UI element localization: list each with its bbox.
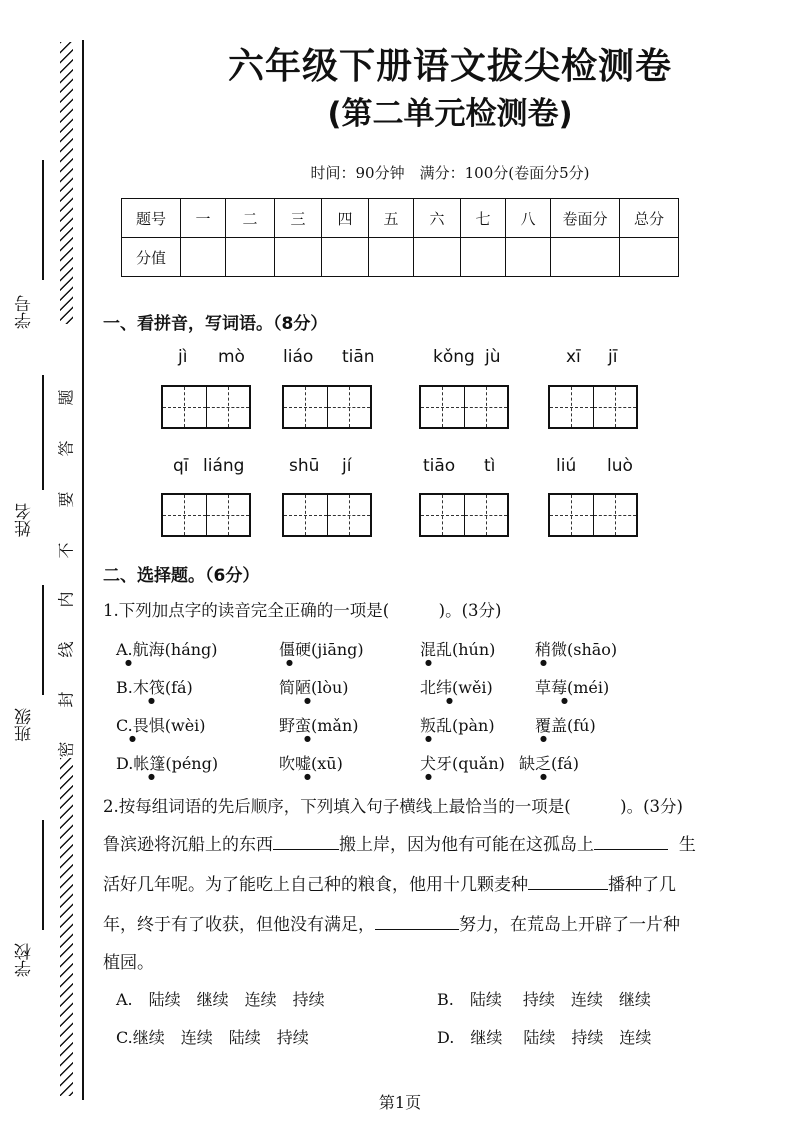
option-text: 叛乱(pàn) bbox=[420, 716, 495, 735]
score-table bbox=[121, 198, 679, 277]
pinyin: jī bbox=[608, 347, 618, 367]
name-line bbox=[42, 375, 44, 490]
seal-char: 线 bbox=[56, 641, 76, 658]
passage-text: 鲁滨逊将沉船上的东西 bbox=[103, 835, 273, 855]
emphasis-dot: ● bbox=[425, 658, 432, 667]
answer-blank[interactable] bbox=[528, 875, 608, 890]
score-input-cell[interactable] bbox=[322, 238, 369, 277]
pinyin: liáng bbox=[203, 456, 245, 476]
pinyin: xī bbox=[566, 347, 581, 367]
seal-char: 封 bbox=[56, 691, 76, 708]
table-cell: 五 bbox=[369, 199, 414, 238]
pinyin: tiān bbox=[342, 347, 375, 367]
option-text: 犬牙(quǎn) bbox=[420, 754, 505, 773]
score-input-cell[interactable] bbox=[414, 238, 461, 277]
class-line bbox=[42, 585, 44, 695]
table-cell: 分值 bbox=[122, 238, 181, 277]
table-cell: 总分 bbox=[620, 199, 679, 238]
score-input-cell[interactable] bbox=[275, 238, 322, 277]
table-cell: 二 bbox=[226, 199, 275, 238]
table-cell: 六 bbox=[414, 199, 461, 238]
pinyin: luò bbox=[607, 456, 633, 476]
pinyin: jù bbox=[485, 347, 501, 367]
emphasis-dot: ● bbox=[561, 696, 568, 705]
writing-grid[interactable] bbox=[419, 385, 509, 429]
pinyin: liú bbox=[556, 456, 577, 476]
page-title: 六年级下册语文拔尖检测卷 bbox=[227, 46, 672, 87]
page-number: 第1页 bbox=[378, 1093, 422, 1112]
pinyin: liáo bbox=[283, 347, 314, 367]
option-text: 混乱(hún) bbox=[420, 640, 496, 659]
passage-text: 年，终于有了收获，但他没有满足， bbox=[103, 915, 375, 935]
seal-char: 答 bbox=[56, 440, 76, 457]
passage-text: 搬上岸，因为他有可能在这孤岛上 bbox=[339, 835, 594, 855]
score-input-cell[interactable] bbox=[369, 238, 414, 277]
binding-border-line bbox=[82, 40, 84, 1100]
table-cell: 题号 bbox=[122, 199, 181, 238]
table-row bbox=[122, 238, 679, 277]
pinyin: qī bbox=[173, 456, 189, 476]
score-input-cell[interactable] bbox=[181, 238, 226, 277]
option-text: 缺乏(fá) bbox=[519, 754, 579, 773]
pinyin: tì bbox=[484, 456, 496, 476]
emphasis-dot: ● bbox=[540, 658, 547, 667]
table-cell: 卷面分 bbox=[551, 199, 620, 238]
option-text: 覆盖(fú) bbox=[535, 716, 596, 735]
class-label: 班级 bbox=[15, 708, 35, 742]
passage-line bbox=[103, 910, 680, 935]
writing-grid[interactable] bbox=[161, 385, 251, 429]
writing-grid[interactable] bbox=[548, 385, 638, 429]
answer-option-b[interactable]: B. 陆续 持续 连续 继续 bbox=[437, 990, 651, 1009]
emphasis-dot: ● bbox=[129, 734, 136, 743]
score-input-cell[interactable] bbox=[461, 238, 506, 277]
exam-info: 时间：90分钟 满分：100分(卷面分5分) bbox=[310, 164, 590, 182]
section-heading: 二、选择题。（6分） bbox=[103, 566, 260, 586]
pinyin: kǒng bbox=[433, 347, 475, 367]
question-stem: 2.按每组词语的先后顺序，下列填入句子横线上最恰当的一项是( )。(3分) bbox=[103, 797, 683, 816]
option-text: 稍微(shāo) bbox=[535, 640, 618, 659]
writing-grid[interactable] bbox=[548, 493, 638, 537]
option-text: 简陋(lòu) bbox=[279, 678, 349, 697]
pinyin: jí bbox=[342, 456, 352, 476]
section-heading: 一、看拼音，写词语。（8分） bbox=[103, 314, 328, 334]
passage-text: 活好几年呢。为了能吃上自己种的粮食，他用十几颗麦种 bbox=[103, 875, 528, 895]
seal-char: 不 bbox=[56, 542, 76, 559]
emphasis-dot: ● bbox=[286, 658, 293, 667]
answer-option-d[interactable]: D. 继续 陆续 持续 连续 bbox=[437, 1028, 652, 1047]
table-cell: 八 bbox=[506, 199, 551, 238]
seal-char: 要 bbox=[56, 491, 76, 508]
passage-text: 努力，在荒岛上开辟了一片种 bbox=[459, 915, 680, 935]
passage-text: 播种了几 bbox=[608, 875, 676, 895]
table-cell: 七 bbox=[461, 199, 506, 238]
writing-grid[interactable] bbox=[282, 493, 372, 537]
writing-grid[interactable] bbox=[419, 493, 509, 537]
score-input-cell[interactable] bbox=[506, 238, 551, 277]
option-text: 野蛮(mǎn) bbox=[279, 716, 359, 735]
option-text: 草莓(méi) bbox=[535, 678, 610, 697]
passage-line bbox=[103, 830, 696, 855]
answer-option-a[interactable]: A. 陆续 继续 连续 持续 bbox=[116, 990, 325, 1009]
passage-line: 植园。 bbox=[103, 953, 154, 973]
emphasis-dot: ● bbox=[148, 772, 155, 781]
score-input-cell[interactable] bbox=[226, 238, 275, 277]
option-text: A.航海(háng) bbox=[116, 640, 218, 659]
seal-char: 题 bbox=[56, 389, 76, 406]
writing-grid[interactable] bbox=[161, 493, 251, 537]
pinyin: tiāo bbox=[423, 456, 456, 476]
emphasis-dot: ● bbox=[304, 734, 311, 743]
option-text: 僵硬(jiāng) bbox=[279, 640, 364, 659]
student-no-line bbox=[42, 160, 44, 280]
table-cell: 三 bbox=[275, 199, 322, 238]
passage-line bbox=[103, 870, 676, 895]
answer-blank[interactable] bbox=[375, 915, 459, 930]
writing-grid[interactable] bbox=[282, 385, 372, 429]
answer-blank[interactable] bbox=[273, 835, 339, 850]
table-cell: 一 bbox=[181, 199, 226, 238]
score-input-cell[interactable] bbox=[551, 238, 620, 277]
answer-option-c[interactable]: C.继续 连续 陆续 持续 bbox=[116, 1028, 309, 1047]
seal-char: 密 bbox=[56, 741, 76, 758]
page-subtitle: (第二单元检测卷) bbox=[327, 96, 573, 132]
seal-char: 内 bbox=[56, 591, 76, 608]
emphasis-dot: ● bbox=[425, 734, 432, 743]
emphasis-dot: ● bbox=[540, 772, 547, 781]
pinyin: mò bbox=[218, 347, 245, 367]
question-stem: 1.下列加点字的读音完全正确的一项是( )。(3分) bbox=[103, 601, 502, 620]
answer-blank[interactable] bbox=[594, 835, 668, 850]
student-no-label: 学号 bbox=[15, 295, 35, 329]
name-label: 姓名 bbox=[15, 503, 35, 537]
table-row bbox=[122, 199, 679, 238]
emphasis-dot: ● bbox=[148, 696, 155, 705]
emphasis-dot: ● bbox=[540, 734, 547, 743]
emphasis-dot: ● bbox=[425, 772, 432, 781]
option-text: B.木筏(fá) bbox=[116, 678, 193, 697]
emphasis-dot: ● bbox=[125, 658, 132, 667]
pinyin: shū bbox=[289, 456, 320, 476]
binding-hatch-bottom bbox=[60, 758, 73, 1096]
emphasis-dot: ● bbox=[304, 772, 311, 781]
emphasis-dot: ● bbox=[304, 696, 311, 705]
option-text: D.帐篷(péng) bbox=[116, 754, 219, 773]
table-cell: 四 bbox=[322, 199, 369, 238]
school-line bbox=[42, 820, 44, 930]
school-label: 学校 bbox=[15, 943, 35, 977]
passage-text: 生 bbox=[678, 835, 696, 855]
option-text: 北纬(wěi) bbox=[420, 678, 493, 697]
pinyin: jì bbox=[178, 347, 188, 367]
option-text: 吹嘘(xū) bbox=[279, 754, 343, 773]
score-input-cell[interactable] bbox=[620, 238, 679, 277]
emphasis-dot: ● bbox=[446, 696, 453, 705]
binding-hatch-top bbox=[60, 42, 73, 324]
option-text: C.畏惧(wèi) bbox=[116, 716, 206, 735]
